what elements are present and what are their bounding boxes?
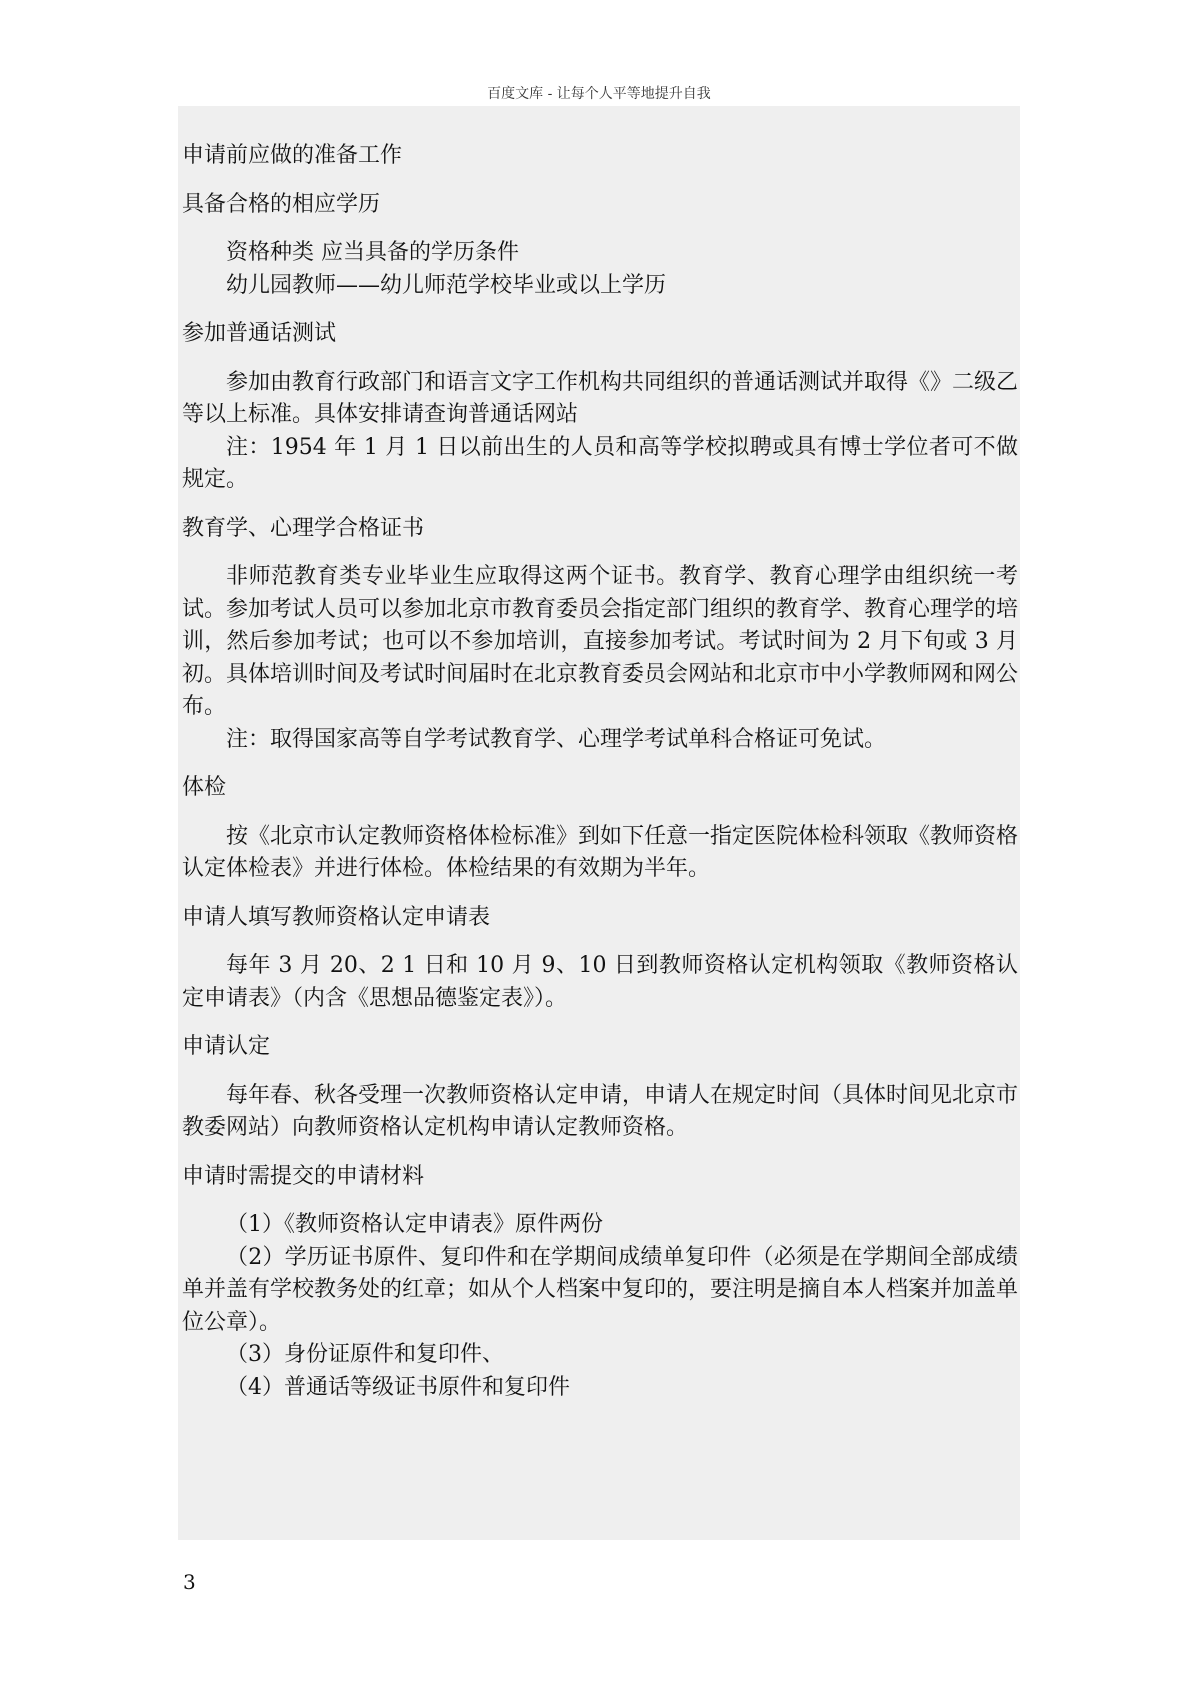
note-paragraph: 注：1954 年 1 月 1 日以前出生的人员和高等学校拟聘或具有博士学位者可不做规定。 [182,434,1018,492]
section-heading: 体检 [182,775,227,800]
note-paragraph: 注：取得国家高等自学考试教育学、心理学考试单科合格证可免试。 [226,726,887,752]
paragraph: 参加由教育行政部门和语言文字工作机构共同组织的普通话测试并取得《》二级乙等以上标准。具体安排请查询普通话网站 [182,369,1019,427]
section-heading: 申请认定 [182,1034,271,1059]
list-item: （2）学历证书原件、复印件和在学期间成绩单复印件（必须是在学期间全部成绩单并盖有学校教务处的红章；如从个人档案中复印的，要注明是摘自本人档案并加盖单位公章）。 [182,1244,1019,1335]
paragraph: 幼儿园教师——幼儿师范学校毕业或以上学历 [226,272,667,298]
paragraph: 资格种类 应当具备的学历条件 [226,240,519,265]
paragraph: 每年春、秋各受理一次教师资格认定申请，申请人在规定时间（具体时间见北京市教委网站）向教师资格认定机构申请认定教师资格。 [182,1082,1019,1140]
section-heading: 具备合格的相应学历 [182,191,381,217]
list-item: （4）普通话等级证书原件和复印件 [226,1374,570,1400]
list-item: （1）《教师资格认定申请表》原件两份 [226,1212,603,1237]
paragraph: 按《北京市认定教师资格体检标准》到如下任意一指定医院体检科领取《教师资格认定体检表》并进行体检。体检结果的有效期为半年。 [182,823,1019,881]
section-heading: 参加普通话测试 [182,321,337,346]
section-heading: 教育学、心理学合格证书 [182,515,425,541]
page-number: 3 [183,1570,196,1594]
document-body [178,106,1020,1540]
paragraph: 每年 3 月 20、2 1 日和 10 月 9、10 日到教师资格认定机构领取《教师资格认定申请表》（内含《思想品德鉴定表》）。 [182,953,1018,1011]
section-heading: 申请人填写教师资格认定申请表 [182,904,491,930]
section-heading: 申请前应做的准备工作 [182,143,403,168]
section-heading: 申请时需提交的申请材料 [182,1163,425,1189]
page-header: 百度文库 - 让每个人平等地提升自我 [178,86,1020,107]
list-item: （3）身份证原件和复印件、 [226,1342,504,1367]
paragraph: 非师范教育类专业毕业生应取得这两个证书。教育学、教育心理学由组织统一考试。参加考试人员可以参加北京市教育委员会指定部门组织的教育学、教育心理学的培训，然后参加考试；也可以不参加培训，直接参加考试。考试时间为 2 月下旬或 3 月初。具体培训时间及考试时间届时在北京教育委员会网站和北京市中小学教师网和网公布。 [182,564,1019,719]
